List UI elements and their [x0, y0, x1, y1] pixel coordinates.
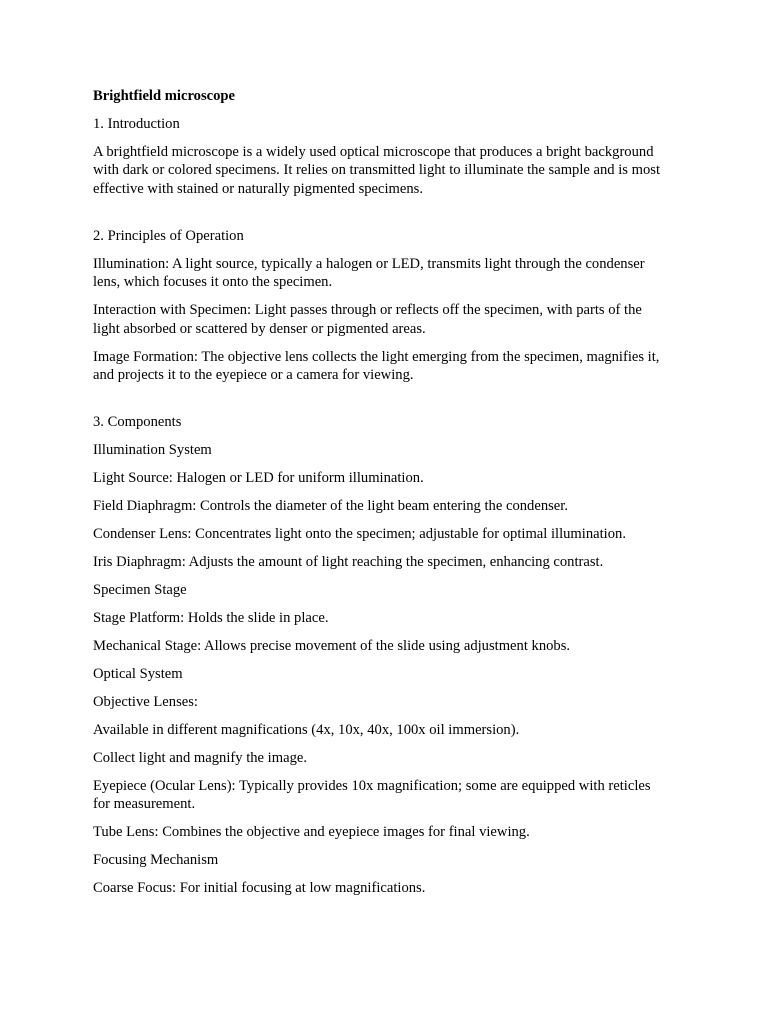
document-page	[93, 87, 668, 907]
component-line: Mechanical Stage: Allows precise movement of the slide using adjustment knobs.	[93, 638, 571, 655]
component-line: Light Source: Halogen or LED for uniform illumination.	[93, 470, 424, 487]
principles-image-formation: Image Formation: The objective lens collects the light emerging from the specimen, magnifies it, and projects it to the eyepiece or a camera for viewing.	[93, 348, 660, 384]
component-line: Optical System	[93, 666, 183, 683]
component-line: Focusing Mechanism	[93, 852, 219, 869]
component-line: Coarse Focus: For initial focusing at low magnifications.	[93, 880, 426, 897]
component-line: Collect light and magnify the image.	[93, 750, 307, 767]
component-line: Field Diaphragm: Controls the diameter of the light beam entering the condenser.	[93, 498, 568, 515]
intro-heading: 1. Introduction	[93, 116, 180, 132]
component-line: Illumination System	[93, 442, 212, 459]
intro-paragraph: A brightfield microscope is a widely used optical microscope that produces a bright background with dark or colored specimens. It relies on transmitted light to illuminate the sample and is most effective with stained or naturally pigmented specimens.	[93, 144, 661, 197]
section-spacer	[93, 208, 668, 227]
component-line: Iris Diaphragm: Adjusts the amount of light reaching the specimen, enhancing contrast.	[93, 554, 604, 571]
component-line: Eyepiece (Ocular Lens): Typically provides 10x magnification; some are equipped with reticles for measurement.	[93, 778, 651, 813]
section-spacer	[93, 394, 668, 413]
component-line: Available in different magnifications (4x, 10x, 40x, 100x oil immersion).	[93, 722, 520, 739]
principles-interaction: Interaction with Specimen: Light passes through or reflects off the specimen, with parts of the light absorbed or scattered by denser or pigmented areas.	[93, 302, 642, 337]
principles-heading: 2. Principles of Operation	[93, 227, 244, 244]
component-line: Stage Platform: Holds the slide in place.	[93, 610, 329, 627]
component-line: Specimen Stage	[93, 582, 187, 599]
component-line: Tube Lens: Combines the objective and eyepiece images for final viewing.	[93, 824, 530, 841]
document-title: Brightfield microscope	[93, 88, 235, 104]
component-line: Objective Lenses:	[93, 694, 198, 711]
principles-illumination: Illumination: A light source, typically a halogen or LED, transmits light through the condenser lens, which focuses it onto the specimen.	[93, 255, 645, 291]
component-line: Condenser Lens: Concentrates light onto the specimen; adjustable for optimal illumination.	[93, 526, 626, 543]
components-heading: 3. Components	[93, 414, 182, 431]
